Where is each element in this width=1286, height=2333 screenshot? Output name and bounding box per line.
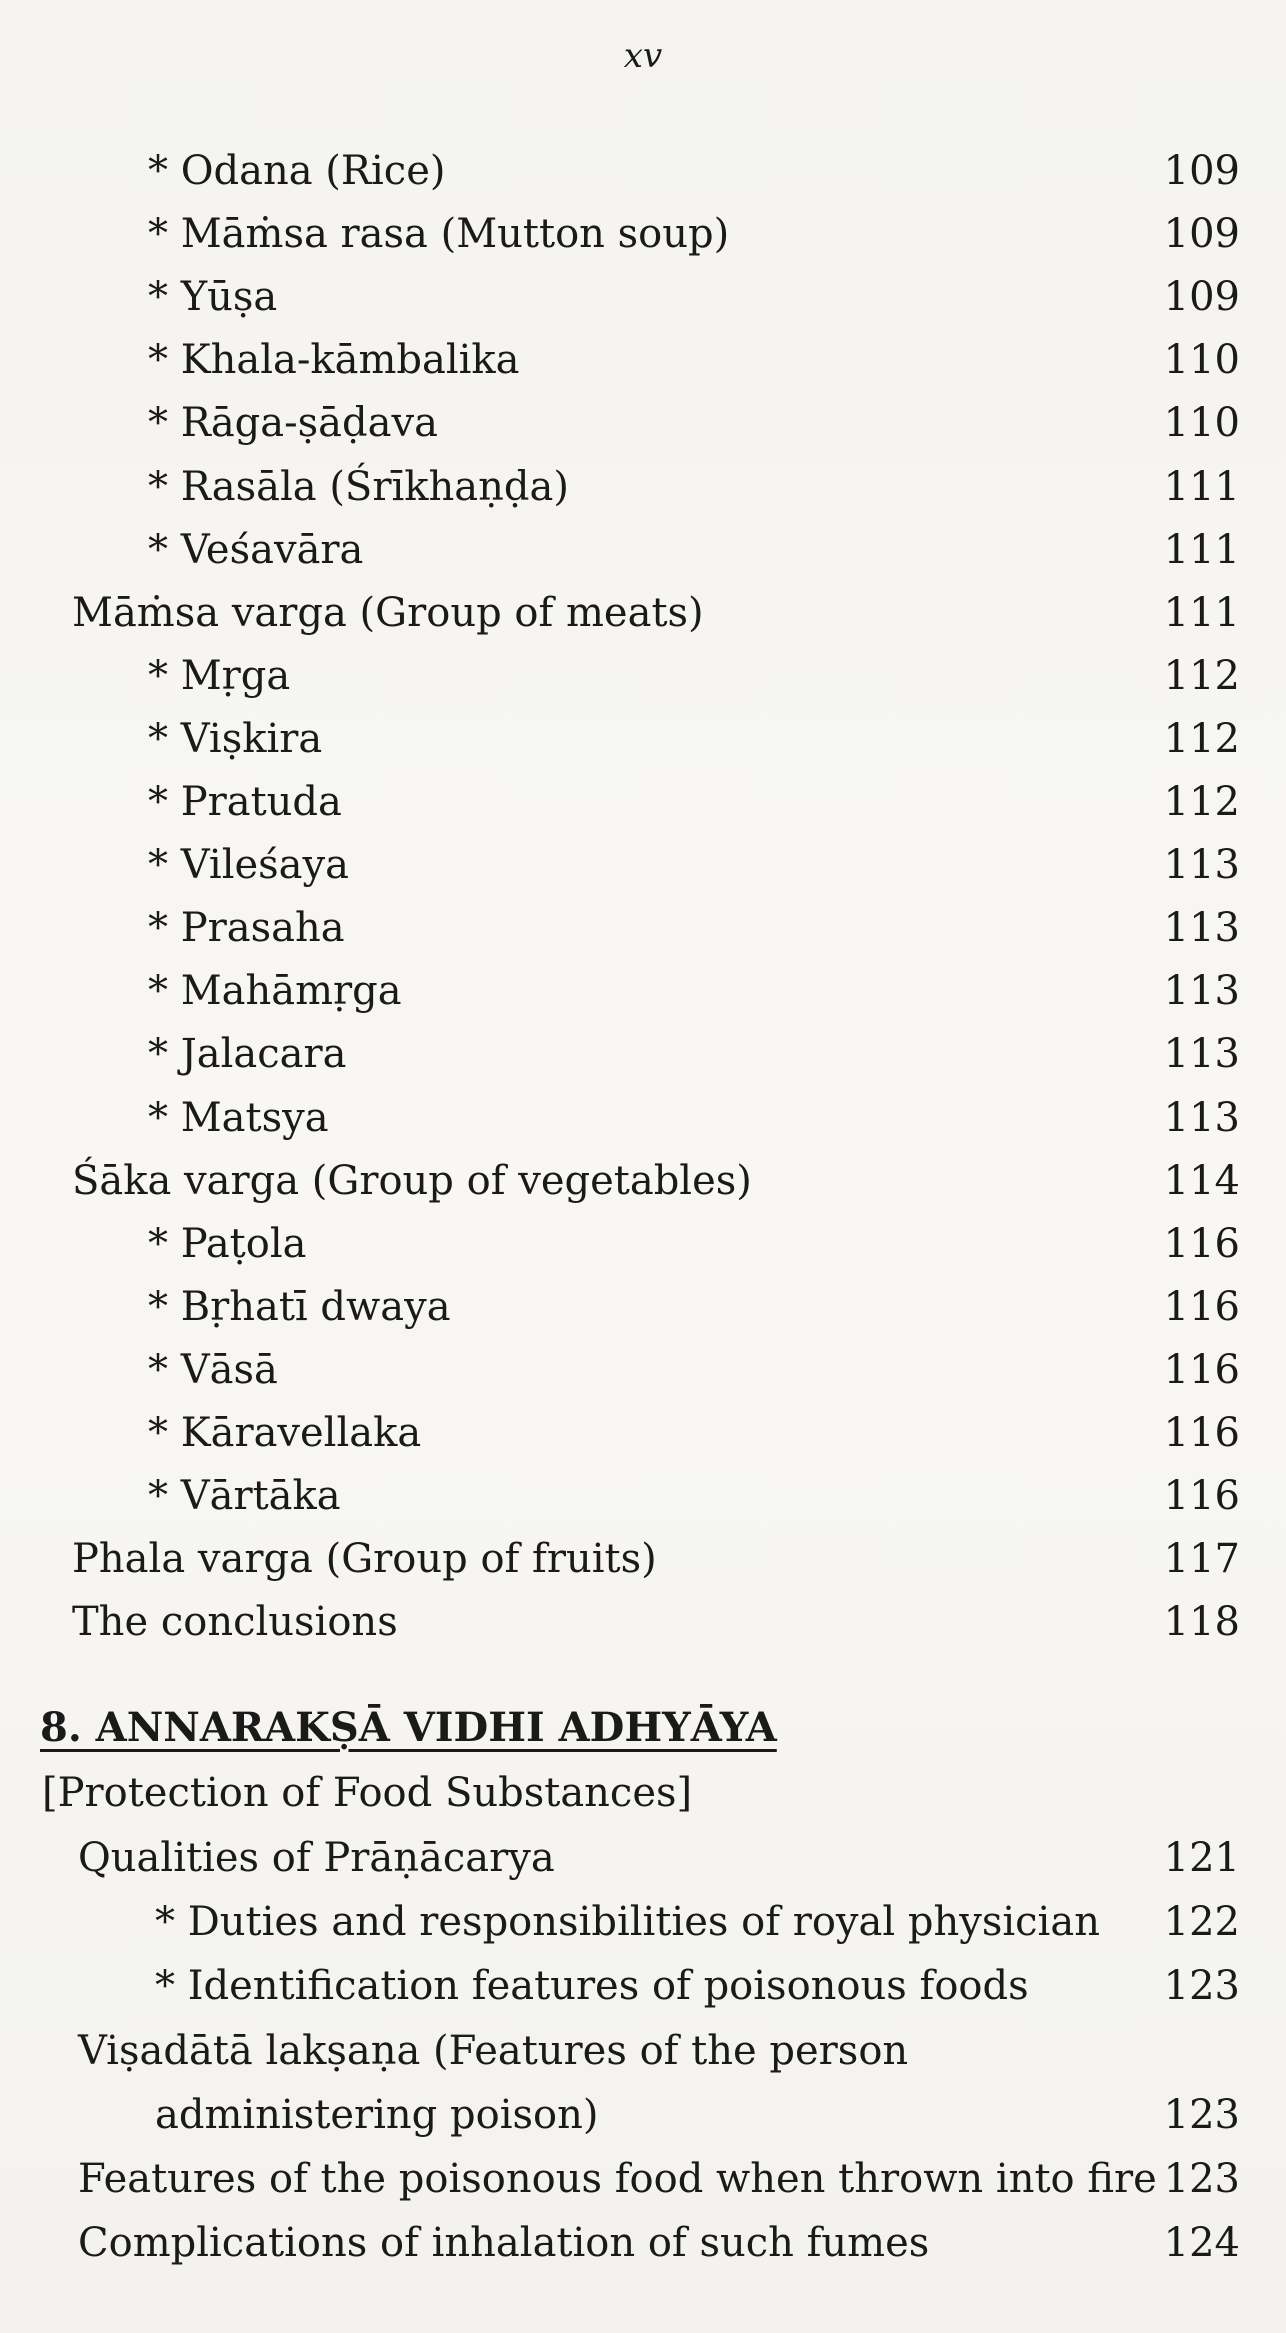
toc-entry <box>0 582 1240 644</box>
toc-entry <box>0 1891 1240 1953</box>
toc-entry <box>0 2212 1240 2274</box>
toc-entry <box>0 140 1240 202</box>
toc-entry-page: 109 <box>1163 148 1240 194</box>
toc-entry-page: 112 <box>1163 652 1240 699</box>
toc-entry <box>0 960 1240 1022</box>
toc-entry-page: 112 <box>1163 779 1240 825</box>
toc-entry-page: 113 <box>1163 968 1240 1015</box>
toc-entry-page: 113 <box>1163 1031 1240 1078</box>
chapter-title: 8. ANNARAKṢĀ VIDHI ADHYĀYA <box>40 1704 777 1751</box>
toc-entry-text: * Khala-kāmbalika <box>148 337 520 384</box>
toc-entry-page: 110 <box>1163 400 1240 447</box>
toc-entry <box>0 1213 1240 1275</box>
toc-entry-text: * Māṁsa rasa (Mutton soup) <box>148 211 730 258</box>
toc-entry-text: * Odana (Rice) <box>148 148 446 194</box>
toc-entry <box>0 897 1240 959</box>
toc-entry-page: 111 <box>1163 526 1240 573</box>
toc-entry <box>0 834 1240 896</box>
toc-entry <box>0 645 1240 707</box>
toc-entry-page: 123 <box>1163 2091 1240 2138</box>
toc-entry-page: 111 <box>1163 463 1240 510</box>
toc-entry-text: Śāka varga (Group of vegetables) <box>72 1157 752 1204</box>
toc-entry <box>0 2020 1240 2082</box>
toc-entry <box>0 456 1240 518</box>
toc-entry-page: 118 <box>1163 1599 1240 1646</box>
toc-entry <box>0 1023 1240 1085</box>
toc-entry <box>0 1528 1240 1590</box>
toc-entry-text: * Yūṣa <box>148 274 278 321</box>
toc-entry-text: * Mahāmṛga <box>148 968 402 1015</box>
toc-entry <box>0 1339 1240 1401</box>
toc-entry-text: * Pratuda <box>148 779 342 825</box>
toc-entry-text: * Mṛga <box>148 652 291 699</box>
toc-entry-text: Features of the poisonous food when thrown into fire <box>78 2156 1157 2202</box>
toc-entry-text: administering poison) <box>155 2091 599 2138</box>
toc-entry-text: * Veśavāra <box>148 526 364 573</box>
toc-entry-page: 116 <box>1163 1346 1240 1393</box>
toc-entry-text: Māṁsa varga (Group of meats) <box>72 589 704 636</box>
page-folio: xv <box>623 36 663 76</box>
toc-entry-text: Phala varga (Group of fruits) <box>72 1536 657 1583</box>
toc-entry-text: * Identification features of poisonous foods <box>155 1963 1029 2010</box>
toc-entry <box>0 2084 1240 2146</box>
toc-entry-page: 116 <box>1163 1283 1240 1330</box>
toc-entry-text: * Viṣkira <box>148 715 323 762</box>
chapter-subtitle: [Protection of Food Substances] <box>42 1770 693 1816</box>
toc-entry-text: Complications of inhalation of such fumes <box>78 2220 930 2267</box>
toc-entry-text: * Bṛhatī dwaya <box>148 1283 451 1330</box>
toc-entry <box>0 519 1240 581</box>
toc-entry <box>0 1827 1240 1889</box>
toc-entry-text: The conclusions <box>72 1599 398 1646</box>
toc-entry-text: * Paṭola <box>148 1220 307 1267</box>
toc-entry-text: * Vāsā <box>148 1346 278 1393</box>
toc-entry-text: * Kāravellaka <box>148 1410 422 1456</box>
toc-entry-page: 116 <box>1163 1410 1240 1456</box>
toc-entry <box>0 1276 1240 1338</box>
toc-entry-page: 109 <box>1163 211 1240 258</box>
toc-entry-page: 117 <box>1163 1536 1240 1583</box>
toc-entry <box>0 1087 1240 1149</box>
toc-entry-page: 109 <box>1163 274 1240 321</box>
toc-entry <box>0 2148 1240 2210</box>
toc-entry-text: * Matsya <box>148 1094 329 1141</box>
toc-entry-text: Viṣadātā lakṣaṇa (Features of the person <box>78 2027 909 2074</box>
toc-entry-text: * Duties and responsibilities of royal physician <box>155 1899 1100 1946</box>
toc-entry-text: * Vārtāka <box>148 1473 341 1520</box>
toc-entry-page: 122 <box>1163 1899 1240 1946</box>
toc-entry-text: * Rasāla (Śrīkhaṇḍa) <box>148 463 569 510</box>
toc-entry-text: * Vileśaya <box>148 842 349 889</box>
toc-entry <box>0 1955 1240 2017</box>
toc-entry <box>0 203 1240 265</box>
toc-entry-page: 113 <box>1163 905 1240 952</box>
toc-entry-page: 113 <box>1163 1094 1240 1141</box>
toc-entry-page: 112 <box>1163 715 1240 762</box>
toc-entry <box>0 1465 1240 1527</box>
toc-entry <box>0 329 1240 391</box>
toc-entry-page: 123 <box>1163 1963 1240 2010</box>
toc-entry <box>0 708 1240 770</box>
toc-entry <box>0 771 1240 833</box>
toc-entry-text: Qualities of Prāṇācarya <box>78 1835 555 1881</box>
toc-entry-page: 116 <box>1163 1220 1240 1267</box>
toc-entry <box>0 1402 1240 1464</box>
toc-entry-page: 114 <box>1163 1157 1240 1204</box>
toc-entry-page: 110 <box>1163 337 1240 384</box>
toc-entry <box>0 392 1240 454</box>
toc-entry-page: 124 <box>1163 2220 1240 2267</box>
toc-entry-page: 116 <box>1163 1473 1240 1520</box>
toc-entry-text: * Prasaha <box>148 905 345 952</box>
toc-entry-text: * Jalacara <box>148 1031 347 1078</box>
toc-entry <box>0 1591 1240 1653</box>
toc-entry-page: 123 <box>1163 2156 1240 2202</box>
toc-entry <box>0 266 1240 328</box>
toc-entry-page: 121 <box>1163 1835 1240 1881</box>
toc-entry-page: 111 <box>1163 589 1240 636</box>
toc-entry <box>0 1150 1240 1212</box>
toc-entry-text: * Rāga-ṣāḍava <box>148 400 438 447</box>
toc-entry-page: 113 <box>1163 842 1240 889</box>
